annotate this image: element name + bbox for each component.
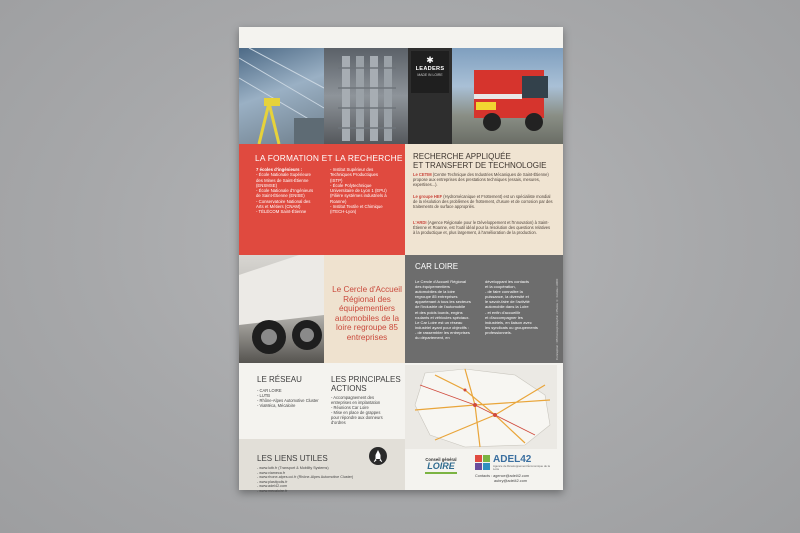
carloire-col2 [485, 279, 538, 335]
photo-truck-wheels [239, 255, 324, 363]
hef-text: (Hydromécanique et Frottement) est un spécialiste mondial de la résolution des problèmes de frottement, d'usure et de corrosion par des traitements de surface appropriés. [413, 194, 553, 209]
formation-section [239, 144, 405, 255]
formation-line: - Institut Supérieur des [330, 167, 374, 172]
cetim-label: Le CETIM [413, 172, 432, 177]
truck-wheels-illustration [239, 255, 324, 363]
partner-logos [405, 449, 563, 490]
leaders-logo [411, 51, 449, 93]
ardi-text: (Agence Régionale pour le Développement et l'Innovation) à Saint-Étienne et Roanne, est l'outil idéal pour la résolution des questions relatives à la productique et, plus largement, à l'amélioration de la production. [413, 220, 551, 235]
recherche-title-line2: ET TRANSFERT DE TECHNOLOGIE [413, 160, 547, 170]
liens-title: LES LIENS UTILES [257, 454, 328, 463]
liens-item: - www.rhone-alpes.cci.fr (Rhône-Alpes Automotive Cluster) [257, 475, 354, 480]
photo-fire-truck [452, 48, 563, 144]
recherche-paragraph-hef [413, 194, 553, 209]
formation-line: (ITECH-Lyon) [330, 209, 357, 215]
formation-line: - École Nationale Supérieure [256, 172, 311, 178]
carloire-line: automobile dans la Loire [485, 304, 529, 310]
reseau-item: - Rhône-Alpes Automotive Cluster [257, 398, 319, 404]
actions-item: entreprises en implantation [331, 400, 381, 406]
formation-line: (ISTP) [330, 177, 343, 183]
formation-line: - École Polytechnique [330, 182, 372, 188]
map-illustration [405, 365, 557, 449]
carloire-line: de l'industrie de l'automobile [415, 304, 466, 310]
actions-list [331, 395, 383, 426]
carloire-line: Le Car Loire est un réseau [415, 319, 463, 325]
carloire-line: des équipementiers [415, 284, 450, 290]
liens-item: - www.adel42.com [257, 484, 288, 489]
fire-truck-illustration [452, 48, 563, 144]
cercle-section [324, 255, 405, 363]
cercle-text: Le Cercle d'Accueil Régional des équipementiers automobiles de la loire regroupe 85 entreprises [332, 285, 402, 342]
carloire-line: appartenant à tous les secteurs [415, 299, 471, 305]
carloire-line: puissance, la diversité et [485, 294, 529, 300]
carloire-line: - de faire connaître la [485, 289, 523, 295]
contact-email-1[interactable]: agence@adel42.com [493, 474, 530, 478]
construction-illustration [239, 48, 324, 144]
conseil-line2: LOIRE [427, 461, 455, 471]
formation-line: (Filière systèmes industriels à [330, 193, 387, 199]
reseau-list [257, 388, 319, 408]
rocket-glyph [369, 447, 387, 465]
carloire-line: roulants et véhicules spéciaux. [415, 314, 470, 320]
formation-line: Arts et Métiers (CNAM) [256, 204, 301, 210]
formation-line: Roanne) [330, 198, 347, 204]
liens-list [257, 466, 353, 494]
recherche-section [405, 144, 563, 255]
photo-machinery [324, 48, 408, 144]
actions-title [331, 376, 401, 393]
leaders-title: LEADERS [415, 66, 445, 72]
machinery-illustration [324, 48, 408, 144]
actions-item: - Accompagnement des [331, 395, 375, 400]
contact-email-2[interactable]: aubry@adel42.com [494, 478, 527, 483]
loire-map [405, 365, 557, 449]
carloire-line: professionnels. [485, 329, 512, 335]
carloire-col1 [415, 279, 471, 340]
formation-title: LA FORMATION ET LA RECHERCHE [255, 153, 403, 163]
photo-construction [239, 48, 324, 144]
rocket-icon [369, 447, 387, 465]
carloire-line: industriels, en liaison avec [485, 319, 532, 325]
carloire-line: développant les contacts [485, 279, 530, 284]
actions-item: - Mise en place de grappes [331, 410, 381, 416]
hef-label: Le groupe HEF [413, 194, 443, 199]
formation-line: Techniques Productiques [330, 172, 379, 178]
recherche-paragraph-ardi [413, 220, 553, 235]
formation-line: des Mines de Saint-Étienne [256, 177, 309, 183]
formation-col1 [256, 167, 313, 215]
adel-subtitle: Agence de Développement Économique de la Loire [493, 464, 550, 472]
actions-title-line1: LES PRINCIPALES [331, 375, 401, 384]
reseau-item: - CAR LOIRE [257, 388, 282, 393]
liens-item: - www.lutb.fr (Transport & Mobility Systems) [257, 466, 329, 470]
contacts-label: Contacts : [475, 474, 493, 478]
formation-line: (ENSMSE) [256, 182, 278, 188]
actions-title-line2: ACTIONS [331, 383, 367, 393]
adel-title: ADEL42 [493, 454, 532, 465]
carloire-line: le savoir-faire de l'activité [485, 299, 530, 305]
liens-section [239, 439, 405, 493]
formation-line: - TÉLÉCOM Saint-Étienne [256, 209, 307, 215]
star-icon: ✱ [426, 55, 434, 65]
reseau-title: LE RÉSEAU [257, 375, 302, 384]
formation-line: Universitaire de Lyon 1 (EPU) [330, 188, 387, 194]
carloire-line: regroupe 85 entreprises [415, 294, 458, 300]
formation-line: 7 écoles d'ingénieurs : [256, 167, 303, 172]
conseil-underline [425, 472, 457, 474]
carloire-line: - et enfin d'accueillir [485, 309, 521, 315]
recherche-title [413, 153, 547, 171]
carloire-line: et la coopération, [485, 284, 516, 290]
recherche-paragraph-cetim [413, 172, 553, 187]
actions-item: d'ordres [331, 420, 346, 426]
carloire-section [405, 255, 563, 363]
contacts-block [475, 474, 529, 483]
leaders-subtitle: MADE IN LOIRE [417, 73, 443, 77]
formation-line: - Conservatoire National des [256, 198, 311, 204]
adel-mark-icon [475, 455, 491, 471]
carloire-line: - de rassembler les entreprises [415, 329, 470, 335]
formation-line: - École Nationale d'Ingénieurs [256, 188, 314, 194]
liens-item: - www.plastipolis.fr [257, 479, 288, 484]
carloire-line: et d'accompagner les [485, 314, 523, 320]
carloire-line: et des poids lourds, engins [415, 309, 463, 315]
lower-section [239, 363, 563, 493]
reseau-item: - LUTB [257, 393, 270, 399]
liens-item: - www.mecaloire.fr [257, 488, 288, 493]
cetim-text: (Centre Technique des Industries Mécaniques de Saint-Étienne) propose aux entreprises des prestations techniques (essais, mesures, expertises...). [413, 172, 549, 187]
reseau-item: - ViaMéca, Mécaloire [257, 403, 296, 409]
actions-item: - Réunions Car Loire [331, 405, 369, 411]
carloire-line: les syndicats ou groupements [485, 324, 538, 330]
adel-mark [475, 455, 491, 471]
ardi-label: L'ARDI [413, 220, 427, 225]
formation-line: - Institut Textile et Chimique [330, 204, 383, 210]
recherche-title-line1: RECHERCHE APPLIQUÉE [413, 152, 511, 161]
actions-item: pour répondre aux donneurs [331, 415, 383, 421]
credits-vertical: Conception : FB Concept Graphic • Photos © Fotolia • ARDI [555, 278, 559, 360]
formation-line: de Saint-Étienne (ENISE) [256, 193, 305, 199]
carloire-line: du département, en [415, 335, 450, 341]
carloire-line: industriel ayant pour objectifs : [415, 324, 470, 330]
formation-col2 [330, 167, 387, 215]
brochure-page [239, 27, 563, 493]
conseil-line1: Conseil général [425, 457, 457, 462]
carloire-line: Le Cercle d'Accueil Régional [415, 279, 467, 284]
conseil-general-logo [421, 457, 461, 474]
liens-item: - www.viameca.fr [257, 470, 286, 475]
carloire-line: automobiles de la loire [415, 289, 456, 295]
carloire-title: CAR LOIRE [415, 262, 459, 271]
